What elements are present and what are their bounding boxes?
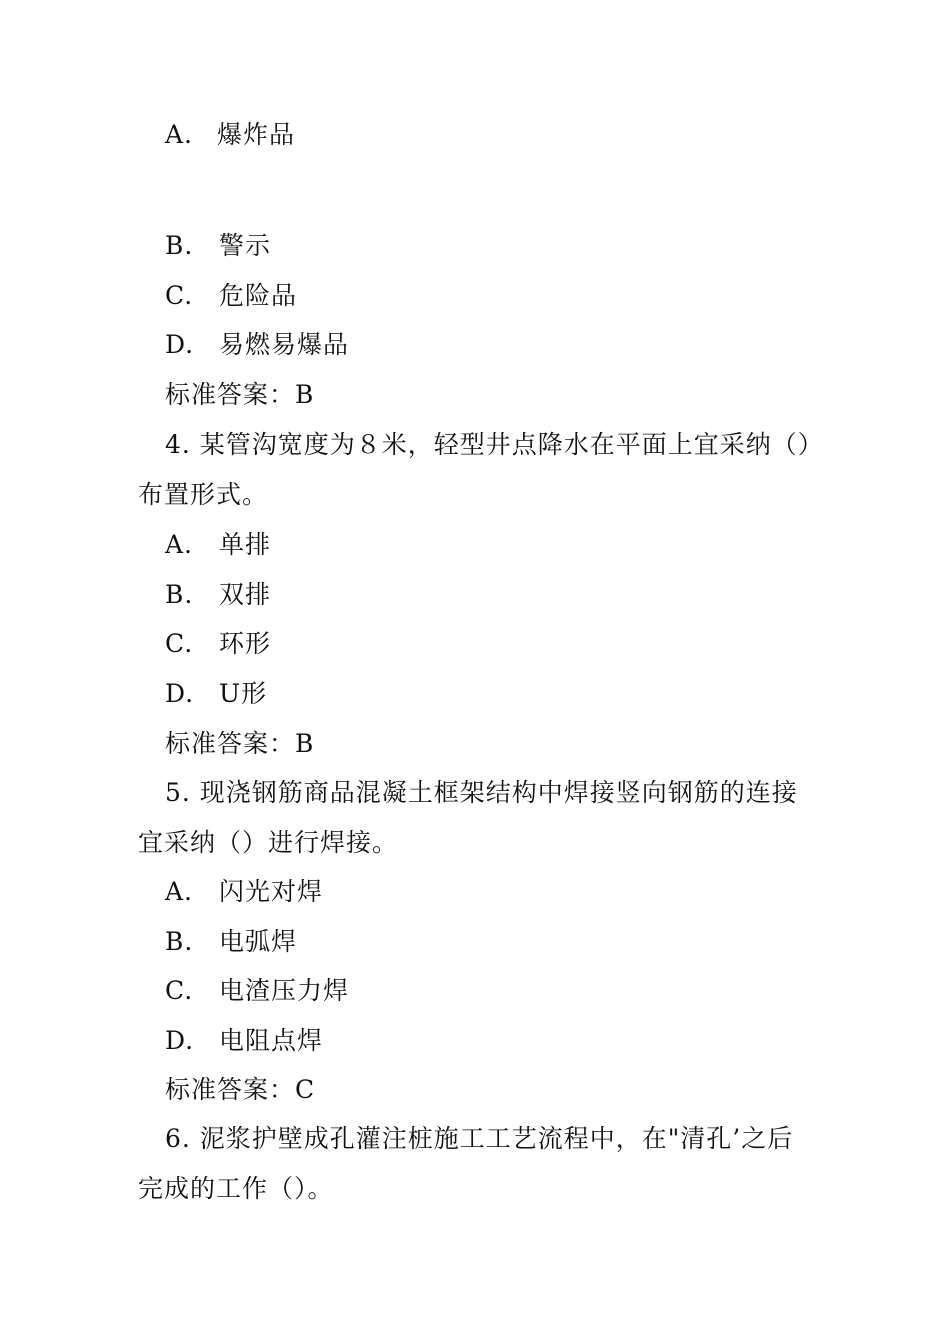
option-text: 爆炸品: [217, 120, 296, 149]
q4-answer: 标准答案：B: [165, 729, 315, 758]
q5-answer: 标准答案：C: [165, 1075, 316, 1104]
q5-stem-line2: 宜采纳（）进行焊接。: [138, 828, 399, 857]
option-text: 电渣压力焊: [219, 976, 350, 1005]
option-letter: D.: [165, 1026, 195, 1055]
q5-option-a: [165, 875, 323, 909]
option-letter: B.: [165, 927, 194, 956]
option-text: 双排: [219, 580, 272, 609]
option-letter: A.: [165, 877, 194, 906]
q4-stem-line2: 布置形式。: [138, 480, 269, 509]
q4-stem-line1: 4. 某管沟宽度为８米，轻型井点降水在平面上宜采纳（）: [165, 430, 824, 459]
option-text: 电阻点焊: [219, 1026, 324, 1055]
q4-option-b: [165, 578, 271, 612]
option-text: 易燃易爆品: [219, 330, 350, 359]
option-letter: A.: [165, 120, 194, 149]
q3-option-c: [165, 279, 297, 313]
option-text: 警示: [219, 231, 272, 260]
q4-option-a: [165, 528, 271, 562]
option-text: 单排: [219, 530, 272, 559]
q4-option-d: [165, 677, 267, 711]
q3-option-b: [165, 229, 271, 263]
option-letter: D.: [165, 330, 195, 359]
option-text: 环形: [219, 629, 272, 658]
q5-stem-line1: 5. 现浇钢筋商品混凝土框架结构中焊接竖向钢筋的连接: [165, 778, 798, 807]
q4-option-c: [165, 627, 271, 661]
option-letter: A.: [165, 530, 194, 559]
q5-option-d: [165, 1024, 323, 1058]
option-letter: B.: [165, 231, 194, 260]
q3-answer: 标准答案：B: [165, 380, 315, 409]
q5-option-c: [165, 974, 349, 1008]
option-letter: B.: [165, 580, 194, 609]
option-text: U形: [219, 679, 268, 708]
option-text: 危险品: [219, 281, 298, 310]
q3-option-a: [165, 118, 295, 152]
q6-stem-line1: 6. 泥浆护壁成孔灌注桩施工工艺流程中，在"清孔’之后: [165, 1124, 794, 1153]
q5-option-b: [165, 925, 297, 959]
q6-stem-line2: 完成的工作（）。: [138, 1174, 334, 1203]
option-text: 电弧焊: [219, 927, 298, 956]
option-letter: C.: [165, 976, 194, 1005]
q3-option-d: [165, 328, 349, 362]
option-letter: C.: [165, 281, 194, 310]
option-letter: C.: [165, 629, 194, 658]
option-letter: D.: [165, 679, 195, 708]
option-text: 闪光对焊: [219, 877, 324, 906]
